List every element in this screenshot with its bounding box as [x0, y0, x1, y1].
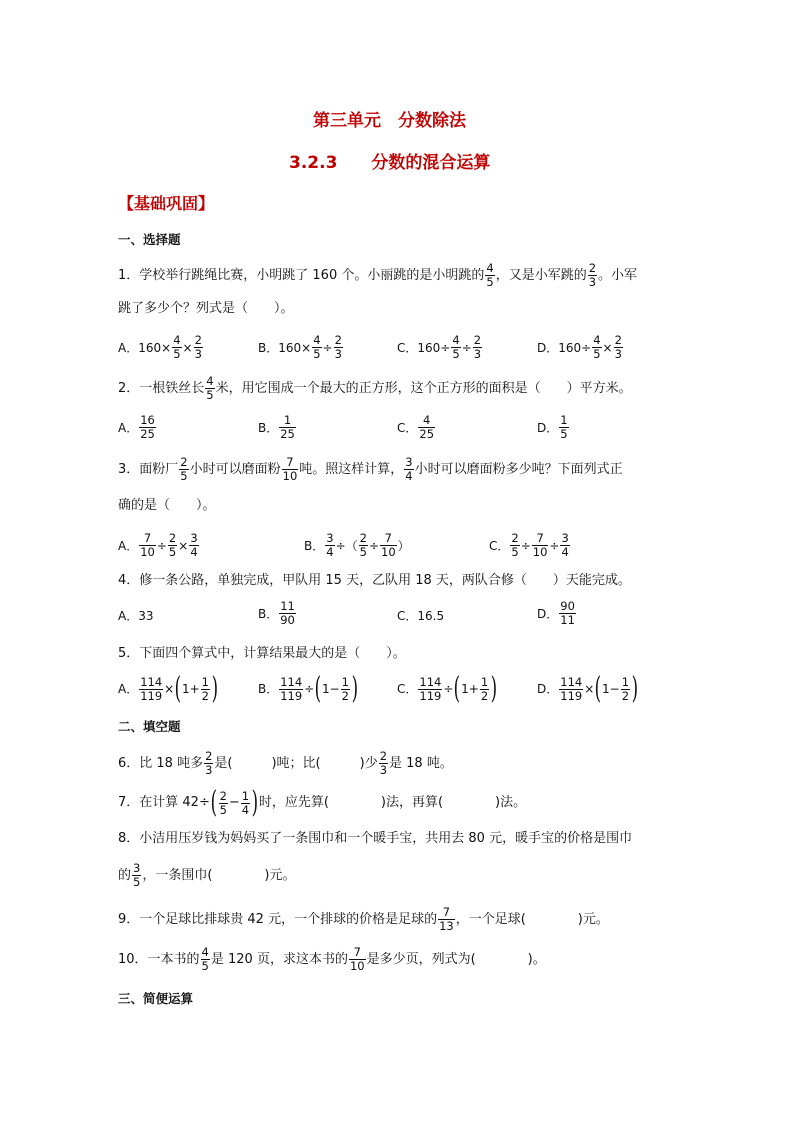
fraction: $\frac{1}{2}$ [201, 674, 209, 703]
question-5: 5．下面四个算式中，计算结果最大的是（ ）。 [118, 646, 406, 661]
question-8-line-1: 8．小洁用压岁钱为妈妈买了一条围巾和一个暖手宝，共用去 80 元，暖手宝的价格是围巾 [118, 831, 633, 846]
question-6: 6．比 18 吨多 $\frac{2}{3}$ 是( )吨；比( )少 $\frac{2}{3}$ 是 18 吨。 [118, 749, 453, 777]
left-paren: ( [210, 785, 217, 820]
fraction: $\frac{90}{11}$ [560, 599, 575, 627]
q1-text-a: 1．学校举行跳绳比赛，小明跳了 160 个。小丽跳的是小明跳的 [118, 267, 485, 283]
question-3-line-2: 确的是（ ）。 [118, 498, 216, 513]
fraction: $\frac{2}{5}$ [359, 531, 367, 559]
fraction: $\frac{3}{5}$ [133, 861, 141, 889]
question-1-line-2: 跳了多少个？列式是（ ）。 [118, 301, 294, 316]
fraction: $\frac{4}{5}$ [173, 333, 181, 361]
left-paren: ( [594, 671, 602, 706]
fraction: $\frac{4}{5}$ [452, 333, 460, 361]
q1-option-b[interactable]: B． 160× $\frac{4}{5}$ ÷ $\frac{2}{3}$ [258, 333, 342, 361]
fraction: $\frac{2}{3}$ [334, 333, 342, 361]
fraction: $\frac{114}{119}$ [140, 674, 163, 703]
fraction: $\frac{7}{10}$ [349, 945, 365, 973]
fraction: $\frac{4}{25}$ [419, 413, 435, 441]
fraction: $\frac{1}{2}$ [341, 674, 349, 703]
fraction: $\frac{1}{25}$ [280, 413, 295, 441]
fraction: $\frac{4}{5}$ [313, 333, 321, 361]
fraction: $\frac{114}{119}$ [280, 674, 303, 703]
q3-option-a[interactable]: A． $\frac{7}{10}$ ÷ $\frac{2}{5}$ × $\frac{3}{4}$ [118, 531, 198, 559]
left-paren: ( [454, 671, 461, 706]
q1-option-d[interactable]: D． 160÷ $\frac{4}{5}$ × $\frac{2}{3}$ [537, 333, 622, 361]
fraction: $\frac{4}{5}$ [486, 261, 494, 289]
section-fill-blank: 二、填空题 [118, 719, 181, 734]
question-10: 10．一本书的 $\frac{4}{5}$ 是 120 页，求这本书的 $\frac{7}{10}$ 是多少页，列式为( )。 [118, 945, 546, 973]
fraction: $\frac{2}{3}$ [588, 261, 597, 289]
q4-option-c[interactable]: C． 16.5 [397, 609, 445, 623]
fraction: $\frac{7}{10}$ [140, 531, 155, 559]
q2-option-d[interactable]: D． $\frac{1}{5}$ [537, 413, 568, 441]
fraction: $\frac{1}{4}$ [241, 788, 250, 817]
q4-option-b[interactable]: B． $\frac{11}{90}$ [258, 599, 295, 627]
fraction: $\frac{2}{3}$ [614, 333, 622, 361]
fraction: $\frac{2}{5}$ [168, 531, 177, 559]
q5-option-c[interactable]: C． $\frac{114}{119}$ ÷ ( 1+ $\frac{1}{2}$ ) [397, 671, 498, 706]
fraction: $\frac{4}{5}$ [201, 945, 209, 973]
q2-option-c[interactable]: C． $\frac{4}{25}$ [397, 413, 435, 441]
section-basic: 【基础巩固】 [118, 194, 215, 213]
fraction: $\frac{1}{2}$ [621, 674, 630, 703]
question-9: 9．一个足球比排球贵 42 元，一个排球的价格是足球的 $\frac{7}{13}$ ，一个足球( )元。 [118, 905, 609, 933]
fraction: $\frac{3}{4}$ [405, 455, 413, 483]
question-7: 7．在计算 42÷( $\frac{2}{5}$ − $\frac{1}{4}$ )时，应先算( )法，再算( )法。 [118, 785, 527, 820]
fraction: $\frac{4}{5}$ [593, 333, 601, 361]
right-paren: ) [251, 785, 259, 820]
section-simplify: 三、简便运算 [118, 991, 194, 1006]
q5-option-b[interactable]: B． $\frac{114}{119}$ ÷ ( 1− $\frac{1}{2}$ ) [258, 671, 359, 706]
fraction: $\frac{2}{3}$ [194, 333, 202, 361]
q1-option-a[interactable]: A． 160× $\frac{4}{5}$ × $\frac{2}{3}$ [118, 333, 202, 361]
q4-option-a[interactable]: A． 33 [118, 609, 154, 623]
fraction: $\frac{7}{13}$ [439, 905, 454, 933]
question-4: 4．修一条公路，单独完成，甲队用 15 天，乙队用 18 天，两队合修（ ）天能完成。 [118, 573, 631, 588]
q4-option-d[interactable]: D． $\frac{90}{11}$ [537, 599, 575, 627]
fraction: $\frac{2}{5}$ [219, 788, 227, 817]
fraction: $\frac{1}{5}$ [560, 413, 568, 441]
right-paren: ) [211, 671, 219, 706]
q5-option-d[interactable]: D． $\frac{114}{119}$ × ( 1− $\frac{1}{2}$ ) [537, 671, 639, 706]
fraction: $\frac{114}{119}$ [419, 674, 442, 703]
fraction: $\frac{7}{10}$ [282, 455, 298, 483]
q3-option-c[interactable]: C． $\frac{2}{5}$ ÷ $\frac{7}{10}$ ÷ $\frac{3}{4}$ [489, 531, 569, 559]
fraction: $\frac{2}{3}$ [473, 333, 482, 361]
fraction: $\frac{4}{5}$ [206, 374, 214, 402]
fraction: $\frac{3}{4}$ [326, 531, 334, 559]
fraction: $\frac{2}{3}$ [205, 749, 213, 777]
section-choice: 一、选择题 [118, 232, 181, 247]
q5-option-a[interactable]: A． $\frac{114}{119}$ × ( 1+ $\frac{1}{2}$ ) [118, 671, 219, 706]
fraction: $\frac{114}{119}$ [560, 674, 583, 703]
fraction: $\frac{1}{2}$ [480, 674, 489, 703]
fraction: $\frac{7}{10}$ [381, 531, 396, 559]
fraction: $\frac{2}{5}$ [511, 531, 519, 559]
left-paren: ( [314, 671, 322, 706]
question-2: 2．一根铁丝长 $\frac{4}{5}$ 米，用它围成一个最大的正方形，这个正方形的面积是（ ）平方米。 [118, 374, 632, 402]
right-paren: ) [351, 671, 359, 706]
right-paren: ) [490, 671, 498, 706]
left-paren: ( [174, 671, 182, 706]
question-8-line-2: 的 $\frac{3}{5}$ ，一条围巾( )元。 [118, 861, 296, 889]
fraction: $\frac{7}{10}$ [532, 531, 548, 559]
unit-title: 第三单元 分数除法 [313, 111, 466, 131]
fraction: $\frac{2}{5}$ [180, 455, 188, 483]
fraction: $\frac{3}{4}$ [561, 531, 569, 559]
fraction: $\frac{3}{4}$ [190, 531, 198, 559]
q1-option-c[interactable]: C． 160÷ $\frac{4}{5}$ ÷ $\frac{2}{3}$ [397, 333, 482, 361]
question-3-line-1: 3．面粉厂 $\frac{2}{5}$ 小时可以磨面粉 $\frac{7}{10}$ 吨。照这样计算， $\frac{3}{4}$ 小时可以磨面粉多少吨？下面列式正 [118, 455, 623, 483]
question-1-line-1: 1．学校举行跳绳比赛，小明跳了 160 个。小丽跳的是小明跳的 $\frac{4}{5}$ ，又是小军跳的 $\frac{2}{3}$ 。小军 [118, 261, 638, 289]
q2-option-a[interactable]: A． $\frac{16}{25}$ [118, 413, 155, 441]
fraction: $\frac{16}{25}$ [140, 413, 155, 441]
fraction: $\frac{11}{90}$ [280, 599, 295, 627]
right-paren: ) [631, 671, 639, 706]
fraction: $\frac{2}{3}$ [379, 749, 388, 777]
q2-option-b[interactable]: B． $\frac{1}{25}$ [258, 413, 295, 441]
lesson-title: 3.2.3 分数的混合运算 [289, 153, 491, 173]
q3-option-b[interactable]: B． $\frac{3}{4}$ ÷（ $\frac{2}{5}$ ÷ $\frac{7}{10}$ ） [304, 531, 410, 559]
